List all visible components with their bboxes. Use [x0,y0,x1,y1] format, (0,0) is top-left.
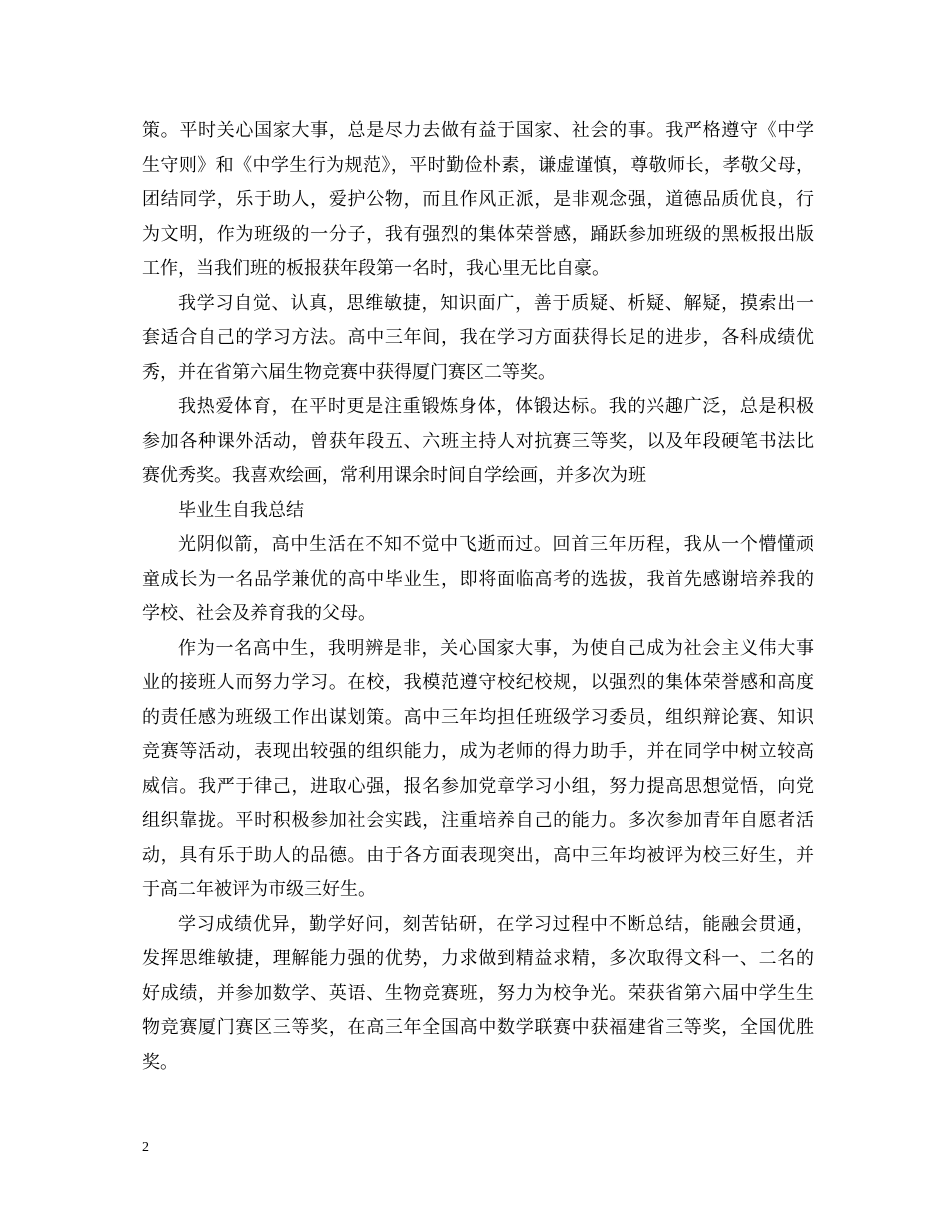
text-line: 毕业生自我总结 [178,499,304,521]
text-line: 参加各种课外活动，曾获年段五、六班主持人对抗赛三等奖，以及年段硬笔书法比 [142,430,814,452]
text-line: 发挥思维敏捷，理解能力强的优势，力求做到精益求精，多次取得文科一、二名的 [142,948,814,969]
paragraph [142,287,814,391]
text-line: 团结同学，乐于助人，爱护公物，而且作风正派，是非观念强，道德品质优良，行 [142,189,814,210]
text-line: 工作，当我们班的板报获年段第一名时，我心里无比自豪。 [142,258,610,279]
text-line: 的责任感为班级工作出谋划策。高中三年均担任班级学习委员，组织辩论赛、知识 [142,706,814,728]
text-line: 套适合自己的学习方法。高中三年间，我在学习方面获得长足的进步，各科成绩优 [142,327,814,348]
text-line: 我热爱体育，在平时更是注重锻炼身体，体锻达标。我的兴趣广泛，总是积极 [178,396,814,417]
paragraph [142,632,814,908]
text-line: 光阴似箭，高中生活在不知不觉中飞逝而过。回首三年历程，我从一个懵懂顽 [178,534,814,555]
text-line: 我学习自觉、认真，思维敏捷，知识面广，善于质疑、析疑、解疑，摸索出一 [178,292,814,314]
text-line: 竞赛等活动，表现出较强的组织能力，成为老师的得力助手，并在同学中树立较高 [142,741,814,762]
text-line: 秀，并在省第六届生物竞赛中获得厦门赛区二等奖。 [142,361,556,383]
text-line: 学校、社会及养育我的父母。 [142,603,376,624]
text-line: 威信。我严于律己，进取心强，报名参加党章学习小组，努力提高思想觉悟，向党 [142,775,814,797]
paragraph [142,390,814,494]
text-line: 赛优秀奖。我喜欢绘画，常利用课余时间自学绘画，并多次为班 [142,465,646,486]
paragraph [142,114,814,287]
text-line: 组织靠拢。平时积极参加社会实践，注重培养自己的能力。多次参加青年自愿者活 [142,810,814,831]
text-line: 作为一名高中生，我明辨是非，关心国家大事，为使自己成为社会主义伟大事 [178,637,814,659]
text-line: 生守则》和《中学生行为规范》，平时勤俭朴素，谦虚谨慎，尊敬师长，孝敬父母， [142,154,814,176]
text-line: 童成长为一名品学兼优的高中毕业生，即将面临高考的选拔，我首先感谢培养我的 [142,568,814,590]
text-line: 业的接班人而努力学习。在校，我模范遵守校纪校规，以强烈的集体荣誉感和高度 [142,672,814,693]
text-line: 学习成绩优异，勤学好问，刻苦钻研，在学习过程中不断总结，能融会贯通， [178,913,814,935]
paragraph [142,528,814,632]
document-body [142,114,814,1080]
text-line: 好成绩，并参加数学、英语、生物竞赛班，努力为校争光。荣获省第六届中学生生 [142,982,814,1004]
paragraph [142,494,814,529]
text-line: 奖。 [142,1051,178,1073]
text-line: 策。平时关心国家大事，总是尽力去做有益于国家、社会的事。我严格遵守《中学 [142,120,814,141]
paragraph [142,908,814,1081]
text-line: 物竞赛厦门赛区三等奖，在高三年全国高中数学联赛中获福建省三等奖，全国优胜 [142,1017,814,1038]
text-line: 于高二年被评为市级三好生。 [142,879,376,900]
text-line: 动，具有乐于助人的品德。由于各方面表现突出，高中三年均被评为校三好生，并 [142,844,814,866]
text-line: 为文明，作为班级的一分子，我有强烈的集体荣誉感，踊跃参加班级的黑板报出版 [142,223,814,245]
page-number: 2 [142,1140,149,1155]
